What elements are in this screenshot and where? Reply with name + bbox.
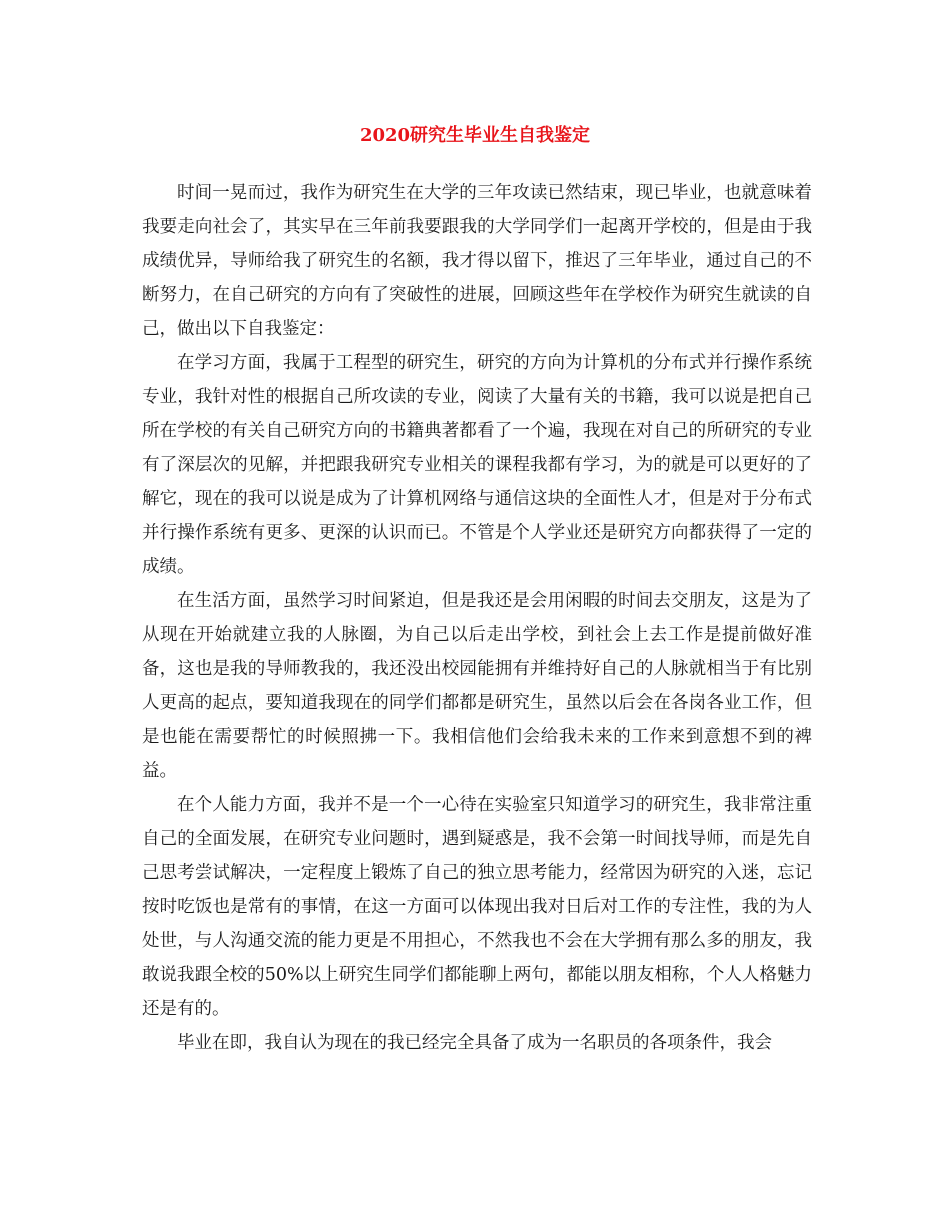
paragraph-life: 在生活方面，虽然学习时间紧迫，但是我还是会用闲暇的时间去交朋友，这是为了从现在开始就建立我的人脉圈，为自己以后走出学校，到社会上去工作是提前做好准备，这也是我的导师教我的，我还没出校园能拥有并维持好自己的人脉就相当于有比别人更高的起点，要知道我现在的同学们都都是研究生，虽然以后会在各岗各业工作，但是也能在需要帮忙的时候照拂一下。我相信他们会给我未来的工作来到意想不到的裨益。: [142, 591, 812, 781]
paragraph-graduation: 毕业在即，我自认为现在的我已经完全具备了成为一名职员的各项条件，我会: [177, 1033, 772, 1053]
document-title: 2020研究生毕业生自我鉴定: [359, 125, 591, 146]
document-body: [142, 176, 812, 1060]
paragraph-study: 在学习方面，我属于工程型的研究生，研究的方向为计算机的分布式并行操作系统专业，我针对性的根据自己所攻读的专业，阅读了大量有关的书籍，我可以说是把自己所在学校的有关自己研究方向的书籍典著都看了一个遍，我现在对自己的所研究的专业有了深层次的见解，并把跟我研究专业相关的课程我都有学习，为的就是可以更好的了解它，现在的我可以说是成为了计算机网络与通信这块的全面性人才，但是对于分布式并行操作系统有更多、更深的认识而已。不管是个人学业还是研究方向都获得了一定的成绩。: [142, 353, 812, 577]
paragraph-ability: 在个人能力方面，我并不是一个一心待在实验室只知道学习的研究生，我非常注重自己的全面发展，在研究专业问题时，遇到疑惑是，我不会第一时间找导师，而是先自己思考尝试解决，一定程度上锻炼了自己的独立思考能力，经常因为研究的入迷，忘记按时吃饭也是常有的事情，在这一方面可以体现出我对日后对工作的专注性，我的为人处世，与人沟通交流的能力更是不用担心，不然我也不会在大学拥有那么多的朋友，我敢说我跟全校的50%以上研究生同学们都能聊上两句，都能以朋友相称，个人人格魅力还是有的。: [142, 795, 812, 1019]
paragraph-intro: 时间一晃而过，我作为研究生在大学的三年攻读已然结束，现已毕业，也就意味着我要走向社会了，其实早在三年前我要跟我的大学同学们一起离开学校的，但是由于我成绩优异，导师给我了研究生的名额，我才得以留下，推迟了三年毕业，通过自己的不断努力，在自己研究的方向有了突破性的进展，回顾这些年在学校作为研究生就读的自己，做出以下自我鉴定：: [142, 183, 812, 339]
